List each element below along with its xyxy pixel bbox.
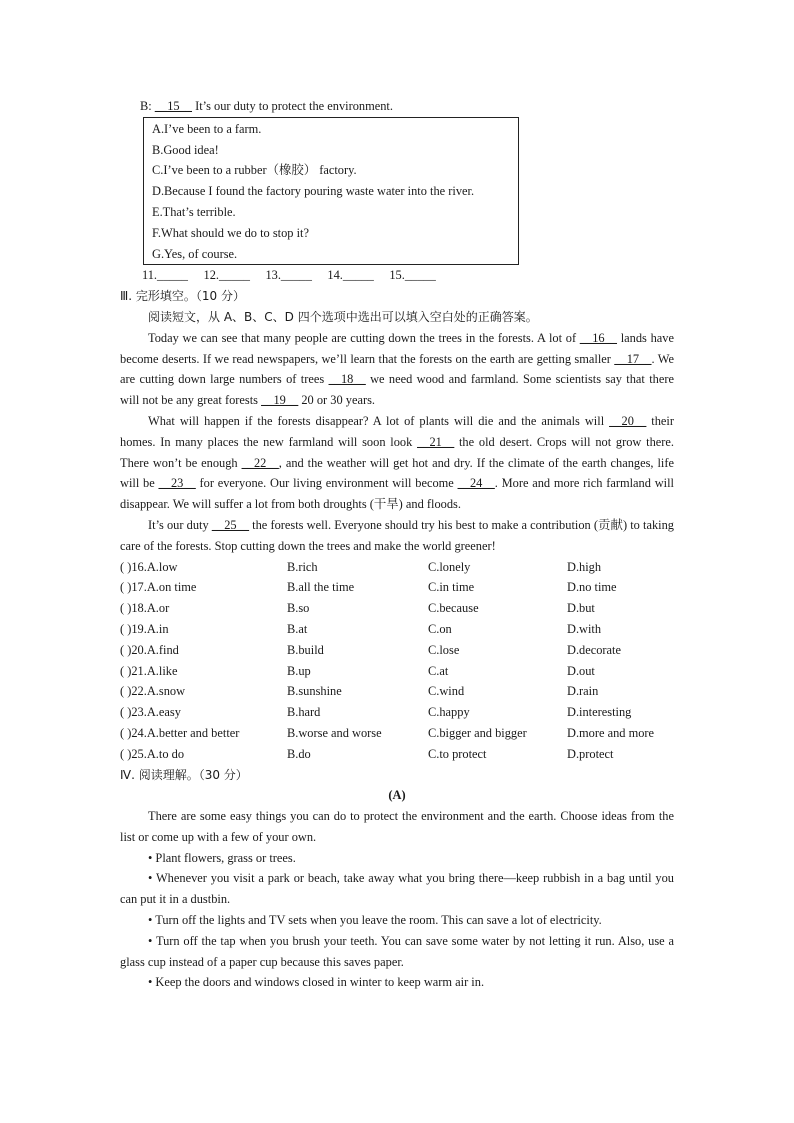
reading-intro: There are some easy things you can do to protect the environment and the earth. Choose ideas from the list or come up with a few of your own. bbox=[120, 809, 674, 844]
text-segment: their homes. In many places the new farmland will soon look bbox=[120, 413, 674, 449]
blank-19: __19__ bbox=[261, 393, 299, 408]
option-d-text: D.but bbox=[567, 601, 595, 616]
question-row bbox=[120, 640, 674, 661]
option-c-text: C.because bbox=[428, 601, 479, 616]
option-d: D.Because I found the factory pouring waste water into the river. bbox=[152, 184, 475, 199]
option-a: A.I’ve been to a farm. bbox=[152, 121, 262, 136]
option-d-text: D.with bbox=[567, 621, 602, 636]
section3-instruction: 阅读短文，从 A、B、C、D 四个选项中选出可以填入空白处的正确答案。 bbox=[148, 309, 538, 324]
option-d-text: D.high bbox=[567, 559, 602, 574]
option-b-text: B.sunshine bbox=[287, 684, 342, 699]
blank-24: __24__ bbox=[457, 476, 495, 491]
question-row bbox=[120, 723, 674, 744]
bullet-item: • Plant flowers, grass or trees. bbox=[148, 850, 296, 865]
bullet-item: • Turn off the tap when you brush your teeth. You can save some water by not letting it run. Also, use a glass cup instead of a paper cup because this saves paper. bbox=[120, 933, 674, 969]
worksheet-page bbox=[120, 96, 674, 993]
option-d-text: D.more and more bbox=[567, 725, 655, 740]
answer-blanks: 11._____ 12._____ 13._____ 14._____ 15._____ bbox=[142, 268, 436, 283]
dialogue-line-b bbox=[120, 96, 674, 117]
passage-a-heading: (A) bbox=[388, 788, 406, 803]
blank-22: __22__ bbox=[241, 455, 279, 470]
question-row bbox=[120, 619, 674, 640]
option-g: G.Yes, of course. bbox=[152, 246, 238, 261]
option-b-text: B.so bbox=[287, 601, 310, 616]
option-b-text: B.do bbox=[287, 746, 311, 761]
blank-23: __23__ bbox=[158, 476, 196, 491]
option-c-text: C.bigger and bigger bbox=[428, 725, 527, 740]
options-box bbox=[143, 117, 519, 266]
option-b-text: B.all the time bbox=[287, 580, 355, 595]
question-number-option-a: ( )24.A.better and better bbox=[120, 725, 240, 740]
text-segment: for everyone. Our living environment will become bbox=[195, 476, 458, 491]
question-row bbox=[120, 661, 674, 682]
question-row bbox=[120, 744, 674, 765]
option-d-text: D.decorate bbox=[567, 642, 622, 657]
question-row bbox=[120, 702, 674, 723]
question-number-option-a: ( )23.A.easy bbox=[120, 705, 181, 720]
option-d-text: D.protect bbox=[567, 746, 614, 761]
question-row bbox=[120, 557, 674, 578]
question-row bbox=[120, 598, 674, 619]
question-number-option-a: ( )16.A.low bbox=[120, 559, 178, 574]
blank-25: __25__ bbox=[211, 517, 250, 532]
option-c-text: C.happy bbox=[428, 705, 470, 720]
option-b-text: B.worse and worse bbox=[287, 725, 382, 740]
cloze-paragraph-3 bbox=[120, 515, 674, 557]
blank-17: __17__ bbox=[614, 351, 652, 366]
question-number-option-a: ( )18.A.or bbox=[120, 601, 170, 616]
text-segment: What will happen if the forests disappear? A lot of plants will die and the animals will bbox=[148, 413, 610, 428]
cloze-paragraph-2 bbox=[120, 411, 674, 515]
dialogue-text: It’s our duty to protect the environment. bbox=[195, 99, 393, 113]
option-d-text: D.no time bbox=[567, 580, 617, 595]
section3-title: Ⅲ. 完形填空。（10 分） bbox=[120, 289, 245, 304]
blank-15: __15__ bbox=[154, 99, 192, 113]
bullet-item: • Whenever you visit a park or beach, take away what you bring there—keep rubbish in a bag until you can put it in a dustbin. bbox=[120, 871, 674, 907]
option-e: E.That’s terrible. bbox=[152, 204, 236, 219]
text-segment: Today we can see that many people are cutting down the trees in the forests. A lot of bbox=[148, 330, 580, 345]
speaker-label: B: bbox=[140, 99, 152, 113]
option-c-text: C.lonely bbox=[428, 559, 471, 574]
option-b: B.Good idea! bbox=[152, 142, 219, 157]
question-number-option-a: ( )19.A.in bbox=[120, 621, 169, 636]
option-c-text: C.lose bbox=[428, 642, 460, 657]
section4-title: Ⅳ. 阅读理解。（30 分） bbox=[120, 767, 248, 782]
option-d-text: D.rain bbox=[567, 684, 599, 699]
question-number-option-a: ( )25.A.to do bbox=[120, 746, 185, 761]
blank-16: __16__ bbox=[579, 330, 617, 345]
question-row bbox=[120, 577, 674, 598]
option-b-text: B.hard bbox=[287, 705, 321, 720]
option-c-text: C.on bbox=[428, 621, 452, 636]
option-b-text: B.up bbox=[287, 663, 311, 678]
question-number-option-a: ( )17.A.on time bbox=[120, 580, 197, 595]
option-d-text: D.interesting bbox=[567, 705, 632, 720]
option-d-text: D.out bbox=[567, 663, 595, 678]
option-c-text: C.at bbox=[428, 663, 449, 678]
bullet-item: • Keep the doors and windows closed in winter to keep warm air in. bbox=[148, 975, 485, 990]
cloze-paragraph-1 bbox=[120, 328, 674, 411]
option-c-text: C.to protect bbox=[428, 746, 487, 761]
text-segment: , and the weather will get hot and dry. If the climate of the earth changes, life will be bbox=[120, 455, 675, 491]
blank-20: __20__ bbox=[609, 413, 647, 428]
text-segment: we need wood and farmland. Some scientists say that there will not be any great forests bbox=[120, 372, 674, 408]
option-c: C.I’ve been to a rubber（橡胶） factory. bbox=[152, 163, 357, 178]
question-number-option-a: ( )22.A.snow bbox=[120, 684, 186, 699]
option-b-text: B.build bbox=[287, 642, 324, 657]
blank-18: __18__ bbox=[328, 372, 366, 387]
text-segment: . We are cutting down large numbers of trees bbox=[120, 351, 674, 387]
text-segment: the old desert. Crops will not grow there. There won’t be enough bbox=[120, 434, 674, 470]
option-f: F.What should we do to stop it? bbox=[152, 225, 309, 240]
bullet-item: • Turn off the lights and TV sets when you leave the room. This can save a lot of electricity. bbox=[148, 913, 602, 928]
option-c-text: C.in time bbox=[428, 580, 475, 595]
text-segment: It’s our duty bbox=[148, 517, 212, 532]
question-number-option-a: ( )21.A.like bbox=[120, 663, 178, 678]
text-segment: lands have become deserts. If we read newspapers, we’ll learn that the forests on the earth are getting smaller bbox=[120, 330, 674, 366]
option-c-text: C.wind bbox=[428, 684, 465, 699]
blank-21: __21__ bbox=[417, 434, 455, 449]
option-b-text: B.at bbox=[287, 621, 308, 636]
text-segment: the forests well. Everyone should try his best to make a contribution (贡献) to taking care of the forests. Stop cutting down the trees and make the world greener! bbox=[120, 517, 674, 553]
question-list bbox=[120, 557, 674, 765]
text-segment: 20 or 30 years. bbox=[298, 393, 375, 408]
question-number-option-a: ( )20.A.find bbox=[120, 642, 179, 657]
option-b-text: B.rich bbox=[287, 559, 318, 574]
question-row bbox=[120, 681, 674, 702]
text-segment: . More and more rich farmland will disappear. We will suffer a lot from both droughts (干旱) and floods. bbox=[120, 476, 674, 512]
